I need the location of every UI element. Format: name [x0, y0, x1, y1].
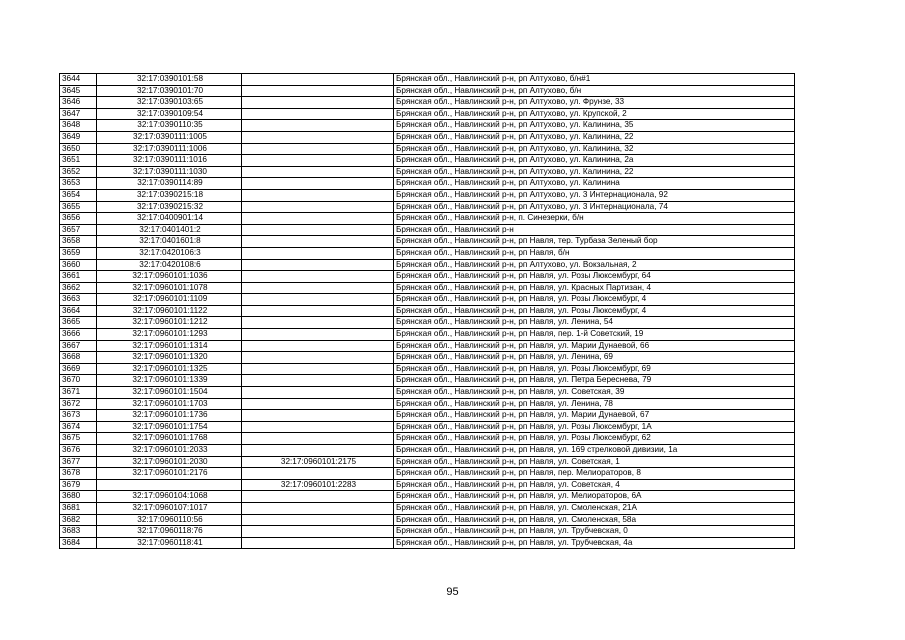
related-cadastral-number-cell: [242, 305, 394, 317]
parcel-table: [59, 73, 795, 549]
table-row: [60, 305, 795, 317]
related-cadastral-number-cell: [242, 143, 394, 155]
address-cell: Брянская обл., Навлинский р-н, рп Навля, б/н: [394, 247, 795, 259]
cadastral-number-cell: 32:17:0960101:1768: [97, 433, 242, 445]
cadastral-number-cell: 32:17:0390109:54: [97, 108, 242, 120]
related-cadastral-number-cell: [242, 201, 394, 213]
related-cadastral-number-cell: [242, 120, 394, 132]
table-row: [60, 398, 795, 410]
row-number-cell: 3675: [60, 433, 97, 445]
row-number-cell: 3668: [60, 352, 97, 364]
cadastral-number-cell: 32:17:0390215:32: [97, 201, 242, 213]
address-cell: Брянская обл., Навлинский р-н, рп Алтухово, б/н#1: [394, 74, 795, 86]
related-cadastral-number-cell: [242, 398, 394, 410]
address-cell: Брянская обл., Навлинский р-н, рп Навля, ул. Розы Люксембург, 4: [394, 305, 795, 317]
cadastral-number-cell: 32:17:0960101:1293: [97, 329, 242, 341]
address-cell: Брянская обл., Навлинский р-н, рп Алтухово, ул. Калинина: [394, 178, 795, 190]
address-cell: Брянская обл., Навлинский р-н, рп Навля, ул. Ленина, 78: [394, 398, 795, 410]
row-number-cell: 3652: [60, 166, 97, 178]
cadastral-number-cell: 32:17:0960101:1078: [97, 282, 242, 294]
table-row: [60, 85, 795, 97]
cadastral-number-cell: 32:17:0960101:1109: [97, 294, 242, 306]
related-cadastral-number-cell: [242, 491, 394, 503]
table-row: [60, 514, 795, 526]
cadastral-number-cell: 32:17:0420106:3: [97, 247, 242, 259]
table-row: [60, 502, 795, 514]
cadastral-number-cell: 32:17:0960101:1320: [97, 352, 242, 364]
table-row: [60, 282, 795, 294]
cadastral-number-cell: 32:17:0960101:1122: [97, 305, 242, 317]
address-cell: Брянская обл., Навлинский р-н, рп Алтухово, ул. Крупской, 2: [394, 108, 795, 120]
row-number-cell: 3656: [60, 213, 97, 225]
related-cadastral-number-cell: [242, 514, 394, 526]
cadastral-number-cell: 32:17:0960101:1212: [97, 317, 242, 329]
cadastral-number-cell: 32:17:0390110:35: [97, 120, 242, 132]
cadastral-number-cell: 32:17:0960107:1017: [97, 502, 242, 514]
related-cadastral-number-cell: [242, 166, 394, 178]
table-row: [60, 143, 795, 155]
cadastral-number-cell: 32:17:0390111:1016: [97, 155, 242, 167]
cadastral-number-cell: 32:17:0960101:1325: [97, 363, 242, 375]
cadastral-number-cell: 32:17:0960101:1736: [97, 410, 242, 422]
row-number-cell: 3646: [60, 97, 97, 109]
address-cell: Брянская обл., Навлинский р-н, рп Навля, ул. Ленина, 54: [394, 317, 795, 329]
cadastral-number-cell: [97, 479, 242, 491]
row-number-cell: 3669: [60, 363, 97, 375]
related-cadastral-number-cell: [242, 108, 394, 120]
table-row: [60, 247, 795, 259]
table-row: [60, 120, 795, 132]
address-cell: Брянская обл., Навлинский р-н, рп Навля, ул. Трубчевская, 4а: [394, 537, 795, 549]
cadastral-number-cell: 32:17:0390101:70: [97, 85, 242, 97]
row-number-cell: 3653: [60, 178, 97, 190]
address-cell: Брянская обл., Навлинский р-н, рп Навля, ул. Советская, 4: [394, 479, 795, 491]
address-cell: Брянская обл., Навлинский р-н, рп Алтухово, б/н: [394, 85, 795, 97]
table-row: [60, 271, 795, 283]
cadastral-number-cell: 32:17:0960101:1703: [97, 398, 242, 410]
address-cell: Брянская обл., Навлинский р-н, рп Алтухово, ул. Вокзальная, 2: [394, 259, 795, 271]
table-row: [60, 410, 795, 422]
related-cadastral-number-cell: [242, 352, 394, 364]
address-cell: Брянская обл., Навлинский р-н, рп Навля, ул. 169 стрелковой дивизии, 1а: [394, 445, 795, 457]
address-cell: Брянская обл., Навлинский р-н, рп Навля, ул. Ленина, 69: [394, 352, 795, 364]
cadastral-number-cell: 32:17:0960110:56: [97, 514, 242, 526]
address-cell: Брянская обл., Навлинский р-н, рп Навля, ул. Розы Люксембург, 4: [394, 294, 795, 306]
table-row: [60, 433, 795, 445]
row-number-cell: 3683: [60, 526, 97, 538]
cadastral-number-cell: 32:17:0390103:65: [97, 97, 242, 109]
row-number-cell: 3648: [60, 120, 97, 132]
cadastral-number-cell: 32:17:0960101:1314: [97, 340, 242, 352]
address-cell: Брянская обл., Навлинский р-н, рп Навля, ул. Марии Дунаевой, 66: [394, 340, 795, 352]
cadastral-number-cell: 32:17:0401401:2: [97, 224, 242, 236]
table-row: [60, 468, 795, 480]
related-cadastral-number-cell: [242, 189, 394, 201]
row-number-cell: 3684: [60, 537, 97, 549]
address-cell: Брянская обл., Навлинский р-н, рп Навля, ул. Розы Люксембург, 64: [394, 271, 795, 283]
page-number: 95: [446, 586, 459, 598]
related-cadastral-number-cell: [242, 421, 394, 433]
address-cell: Брянская обл., Навлинский р-н, рп Навля, ул. Красных Партизан, 4: [394, 282, 795, 294]
related-cadastral-number-cell: [242, 213, 394, 225]
row-number-cell: 3647: [60, 108, 97, 120]
related-cadastral-number-cell: [242, 329, 394, 341]
related-cadastral-number-cell: [242, 282, 394, 294]
related-cadastral-number-cell: [242, 526, 394, 538]
cadastral-number-cell: 32:17:0390101:58: [97, 74, 242, 86]
related-cadastral-number-cell: [242, 445, 394, 457]
address-cell: Брянская обл., Навлинский р-н, рп Навля, ул. Мелиораторов, 6А: [394, 491, 795, 503]
related-cadastral-number-cell: [242, 74, 394, 86]
table-row: [60, 445, 795, 457]
row-number-cell: 3661: [60, 271, 97, 283]
related-cadastral-number-cell: [242, 410, 394, 422]
table-row: [60, 178, 795, 190]
related-cadastral-number-cell: [242, 97, 394, 109]
cadastral-number-cell: 32:17:0390215:18: [97, 189, 242, 201]
related-cadastral-number-cell: [242, 224, 394, 236]
row-number-cell: 3672: [60, 398, 97, 410]
related-cadastral-number-cell: [242, 155, 394, 167]
row-number-cell: 3677: [60, 456, 97, 468]
row-number-cell: 3674: [60, 421, 97, 433]
address-cell: Брянская обл., Навлинский р-н, п. Синезерки, б/н: [394, 213, 795, 225]
related-cadastral-number-cell: [242, 340, 394, 352]
row-number-cell: 3657: [60, 224, 97, 236]
table-row: [60, 236, 795, 248]
table-row: [60, 387, 795, 399]
row-number-cell: 3663: [60, 294, 97, 306]
related-cadastral-number-cell: [242, 294, 394, 306]
table-row: [60, 201, 795, 213]
address-cell: Брянская обл., Навлинский р-н, рп Навля, тер. Турбаза Зеленый бор: [394, 236, 795, 248]
row-number-cell: 3676: [60, 445, 97, 457]
row-number-cell: 3650: [60, 143, 97, 155]
row-number-cell: 3667: [60, 340, 97, 352]
related-cadastral-number-cell: [242, 433, 394, 445]
table-row: [60, 340, 795, 352]
table-row: [60, 155, 795, 167]
row-number-cell: 3665: [60, 317, 97, 329]
table-row: [60, 491, 795, 503]
address-cell: Брянская обл., Навлинский р-н, рп Навля, пер. 1-й Советский, 19: [394, 329, 795, 341]
table-row: [60, 108, 795, 120]
address-cell: Брянская обл., Навлинский р-н, рп Навля, ул. Розы Люксембург, 1А: [394, 421, 795, 433]
table-row: [60, 189, 795, 201]
address-cell: Брянская обл., Навлинский р-н, рп Алтухово, ул. Фрунзе, 33: [394, 97, 795, 109]
related-cadastral-number-cell: [242, 502, 394, 514]
cadastral-number-cell: 32:17:0960101:2176: [97, 468, 242, 480]
row-number-cell: 3664: [60, 305, 97, 317]
row-number-cell: 3654: [60, 189, 97, 201]
address-cell: Брянская обл., Навлинский р-н, рп Навля, ул. Розы Люксембург, 69: [394, 363, 795, 375]
row-number-cell: 3660: [60, 259, 97, 271]
address-cell: Брянская обл., Навлинский р-н, рп Алтухово, ул. Калинина, 22: [394, 166, 795, 178]
cadastral-number-cell: 32:17:0390111:1006: [97, 143, 242, 155]
related-cadastral-number-cell: 32:17:0960101:2283: [242, 479, 394, 491]
table-row: [60, 479, 795, 491]
table-row: [60, 259, 795, 271]
table-row: [60, 329, 795, 341]
related-cadastral-number-cell: [242, 259, 394, 271]
address-cell: Брянская обл., Навлинский р-н, рп Навля, ул. Смоленская, 21А: [394, 502, 795, 514]
cadastral-number-cell: 32:17:0960101:2030: [97, 456, 242, 468]
table-row: [60, 421, 795, 433]
related-cadastral-number-cell: [242, 236, 394, 248]
address-cell: Брянская обл., Навлинский р-н, рп Навля, ул. Смоленская, 58а: [394, 514, 795, 526]
address-cell: Брянская обл., Навлинский р-н, рп Навля, пер. Мелиораторов, 8: [394, 468, 795, 480]
row-number-cell: 3679: [60, 479, 97, 491]
row-number-cell: 3678: [60, 468, 97, 480]
row-number-cell: 3659: [60, 247, 97, 259]
address-cell: Брянская обл., Навлинский р-н, рп Навля, ул. Советская, 1: [394, 456, 795, 468]
address-cell: Брянская обл., Навлинский р-н: [394, 224, 795, 236]
table-row: [60, 375, 795, 387]
table-row: [60, 166, 795, 178]
address-cell: Брянская обл., Навлинский р-н, рп Алтухово, ул. 3 Интернационала, 92: [394, 189, 795, 201]
row-number-cell: 3655: [60, 201, 97, 213]
related-cadastral-number-cell: [242, 85, 394, 97]
address-cell: Брянская обл., Навлинский р-н, рп Алтухово, ул. 3 Интернационала, 74: [394, 201, 795, 213]
cadastral-number-cell: 32:17:0960118:76: [97, 526, 242, 538]
cadastral-number-cell: 32:17:0390114:89: [97, 178, 242, 190]
row-number-cell: 3666: [60, 329, 97, 341]
table-row: [60, 456, 795, 468]
row-number-cell: 3651: [60, 155, 97, 167]
document-page: [59, 73, 794, 549]
related-cadastral-number-cell: [242, 387, 394, 399]
cadastral-number-cell: 32:17:0960101:2033: [97, 445, 242, 457]
table-row: [60, 74, 795, 86]
row-number-cell: 3673: [60, 410, 97, 422]
row-number-cell: 3670: [60, 375, 97, 387]
table-row: [60, 363, 795, 375]
address-cell: Брянская обл., Навлинский р-н, рп Алтухово, ул. Калинина, 22: [394, 131, 795, 143]
address-cell: Брянская обл., Навлинский р-н, рп Навля, ул. Марии Дунаевой, 67: [394, 410, 795, 422]
cadastral-number-cell: 32:17:0420108:6: [97, 259, 242, 271]
cadastral-number-cell: 32:17:0960101:1036: [97, 271, 242, 283]
related-cadastral-number-cell: 32:17:0960101:2175: [242, 456, 394, 468]
parcel-table-body: [60, 74, 795, 549]
table-row: [60, 97, 795, 109]
related-cadastral-number-cell: [242, 363, 394, 375]
related-cadastral-number-cell: [242, 131, 394, 143]
cadastral-number-cell: 32:17:0960118:41: [97, 537, 242, 549]
cadastral-number-cell: 32:17:0390111:1005: [97, 131, 242, 143]
address-cell: Брянская обл., Навлинский р-н, рп Навля, ул. Петра Береснева, 79: [394, 375, 795, 387]
row-number-cell: 3658: [60, 236, 97, 248]
row-number-cell: 3682: [60, 514, 97, 526]
related-cadastral-number-cell: [242, 178, 394, 190]
address-cell: Брянская обл., Навлинский р-н, рп Алтухово, ул. Калинина, 32: [394, 143, 795, 155]
cadastral-number-cell: 32:17:0960101:1504: [97, 387, 242, 399]
cadastral-number-cell: 32:17:0401601:8: [97, 236, 242, 248]
related-cadastral-number-cell: [242, 468, 394, 480]
cadastral-number-cell: 32:17:0960101:1339: [97, 375, 242, 387]
row-number-cell: 3671: [60, 387, 97, 399]
table-row: [60, 213, 795, 225]
table-row: [60, 294, 795, 306]
table-row: [60, 131, 795, 143]
address-cell: Брянская обл., Навлинский р-н, рп Алтухово, ул. Калинина, 2а: [394, 155, 795, 167]
table-row: [60, 526, 795, 538]
cadastral-number-cell: 32:17:0960101:1754: [97, 421, 242, 433]
cadastral-number-cell: 32:17:0960104:1068: [97, 491, 242, 503]
address-cell: Брянская обл., Навлинский р-н, рп Навля, ул. Трубчевская, 0: [394, 526, 795, 538]
related-cadastral-number-cell: [242, 247, 394, 259]
row-number-cell: 3649: [60, 131, 97, 143]
table-row: [60, 352, 795, 364]
row-number-cell: 3680: [60, 491, 97, 503]
table-row: [60, 537, 795, 549]
row-number-cell: 3644: [60, 74, 97, 86]
table-row: [60, 224, 795, 236]
address-cell: Брянская обл., Навлинский р-н, рп Навля, ул. Советская, 39: [394, 387, 795, 399]
row-number-cell: 3645: [60, 85, 97, 97]
related-cadastral-number-cell: [242, 271, 394, 283]
table-row: [60, 317, 795, 329]
row-number-cell: 3681: [60, 502, 97, 514]
address-cell: Брянская обл., Навлинский р-н, рп Алтухово, ул. Калинина, 35: [394, 120, 795, 132]
cadastral-number-cell: 32:17:0390111:1030: [97, 166, 242, 178]
related-cadastral-number-cell: [242, 317, 394, 329]
row-number-cell: 3662: [60, 282, 97, 294]
related-cadastral-number-cell: [242, 375, 394, 387]
address-cell: Брянская обл., Навлинский р-н, рп Навля, ул. Розы Люксембург, 62: [394, 433, 795, 445]
related-cadastral-number-cell: [242, 537, 394, 549]
cadastral-number-cell: 32:17:0400901:14: [97, 213, 242, 225]
